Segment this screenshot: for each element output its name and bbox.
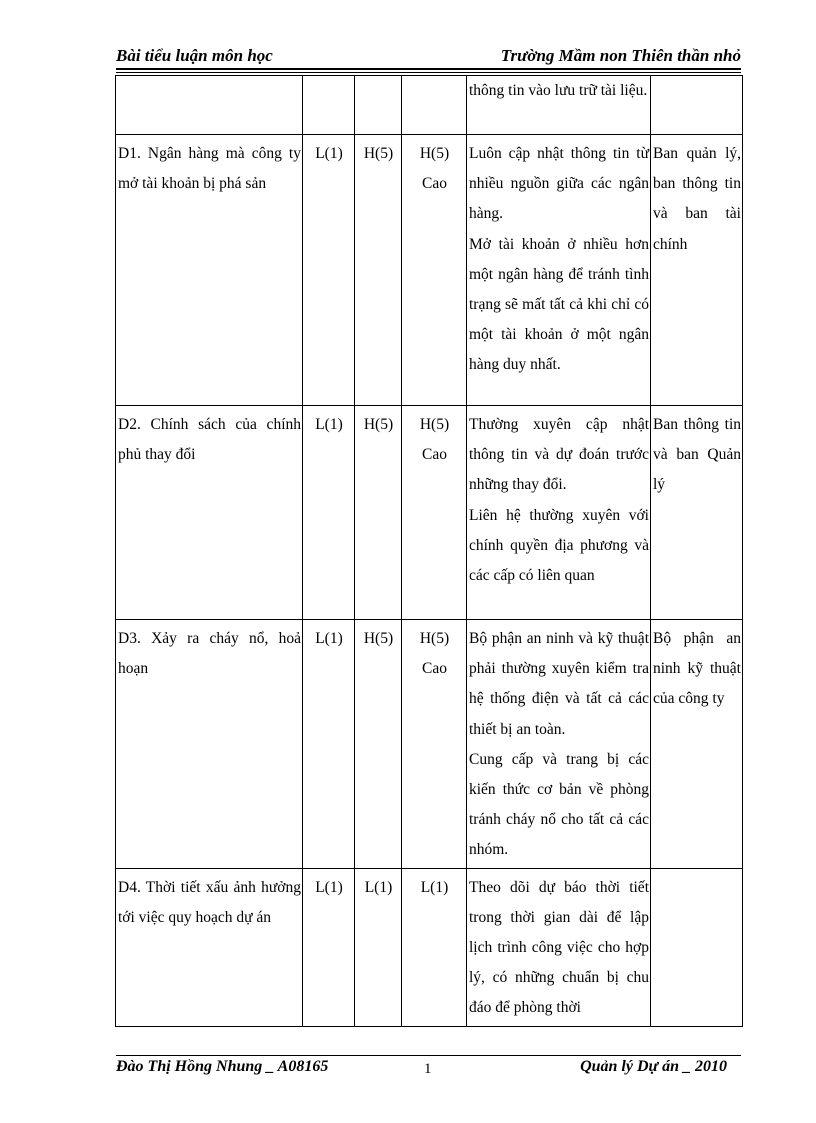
measures-cell — [467, 135, 651, 406]
level-cell — [402, 135, 467, 406]
level-cell — [402, 406, 467, 620]
level-text: Cao — [422, 446, 447, 464]
owner-cell: Ban quản lý, ban thông tin và ban tài chính — [651, 135, 743, 406]
probability-cell: L(1) — [303, 406, 355, 620]
probability-cell: L(1) — [303, 135, 355, 406]
measure-paragraph: Mở tài khoản ở nhiều hơn một ngân hàng để tránh tình trạng sẽ mất tất cả khi chỉ có một tài khoản ở một ngân hàng duy nhất. — [469, 235, 649, 374]
table-row — [116, 406, 743, 620]
owner-cell: Ban thông tin và ban Quản lý — [651, 406, 743, 620]
table-row — [116, 868, 743, 1026]
page-footer — [116, 1058, 741, 1080]
table-row — [116, 135, 743, 406]
level-value: H(5) — [419, 630, 450, 647]
level-cell — [402, 76, 467, 135]
measure-paragraph: Thường xuyên cập nhật thông tin và dự đoán trước những thay đổi. — [469, 416, 649, 494]
level-value: H(5) — [419, 416, 450, 433]
owner-cell: Bộ phận an ninh kỹ thuật của công ty — [651, 620, 743, 869]
impact-cell: L(1) — [355, 868, 402, 1026]
level-value: L(1) — [420, 878, 449, 896]
header-school-name: Trường Mầm non Thiên thần nhỏ — [500, 46, 741, 65]
page-number: 1 — [424, 1061, 432, 1077]
impact-cell — [355, 76, 402, 135]
owner-cell — [651, 76, 743, 135]
measures-cell — [467, 406, 651, 620]
measure-paragraph: thông tin vào lưu trữ tài liệu. — [469, 82, 648, 99]
table-row — [116, 620, 743, 869]
header-rule-thick — [116, 68, 741, 70]
owner-cell — [651, 868, 743, 1026]
footer-rule — [116, 1055, 741, 1056]
risk-table — [115, 75, 743, 1027]
measure-paragraph: Theo dõi dự báo thời tiết trong thời gian dài để lập lịch trình công việc cho hợp lý, có những chuẩn bị chu đáo để phòng thời — [469, 878, 649, 1017]
risk-cell: D2. Chính sách của chính phủ thay đổi — [116, 406, 303, 620]
probability-cell: L(1) — [303, 620, 355, 869]
level-cell — [402, 620, 467, 869]
footer-author: Đào Thị Hồng Nhung _ A08165 — [116, 1058, 329, 1075]
measure-paragraph: Cung cấp và trang bị các kiến thức cơ bản về phòng tránh cháy nổ cho tất cả các nhóm. — [469, 750, 649, 859]
page-header — [116, 46, 741, 68]
probability-cell — [303, 76, 355, 135]
header-rule-thin — [116, 72, 741, 73]
measure-paragraph: Liên hệ thường xuyên với chính quyền địa phương và các cấp có liên quan — [469, 506, 649, 585]
level-text: Cao — [422, 175, 447, 193]
impact-cell: H(5) — [355, 135, 402, 406]
risk-cell: D1. Ngân hàng mà công ty mở tài khoản bị phá sản — [116, 135, 303, 406]
risk-cell — [116, 76, 303, 135]
footer-subject: Quản lý Dự án _ 2010 — [580, 1058, 727, 1075]
level-text: Cao — [422, 660, 447, 678]
risk-cell: D3. Xảy ra cháy nổ, hoả hoạn — [116, 620, 303, 869]
table-row — [116, 76, 743, 135]
measures-cell — [467, 620, 651, 869]
level-cell — [402, 868, 467, 1026]
level-value: H(5) — [419, 145, 450, 162]
header-course-title: Bài tiểu luận môn học — [116, 46, 273, 65]
risk-cell: D4. Thời tiết xấu ảnh hưởng tới việc quy hoạch dự án — [116, 868, 303, 1026]
impact-cell: H(5) — [355, 620, 402, 869]
measure-paragraph: Bộ phận an ninh và kỹ thuật phải thường xuyên kiểm tra hệ thống điện và tất cả các thiết bị an toàn. — [469, 630, 649, 738]
probability-cell: L(1) — [303, 868, 355, 1026]
measures-cell — [467, 76, 651, 135]
impact-cell: H(5) — [355, 406, 402, 620]
measures-cell — [467, 868, 651, 1026]
measure-paragraph: Luôn cập nhật thông tin từ nhiều nguồn giữa các ngân hàng. — [469, 145, 649, 223]
